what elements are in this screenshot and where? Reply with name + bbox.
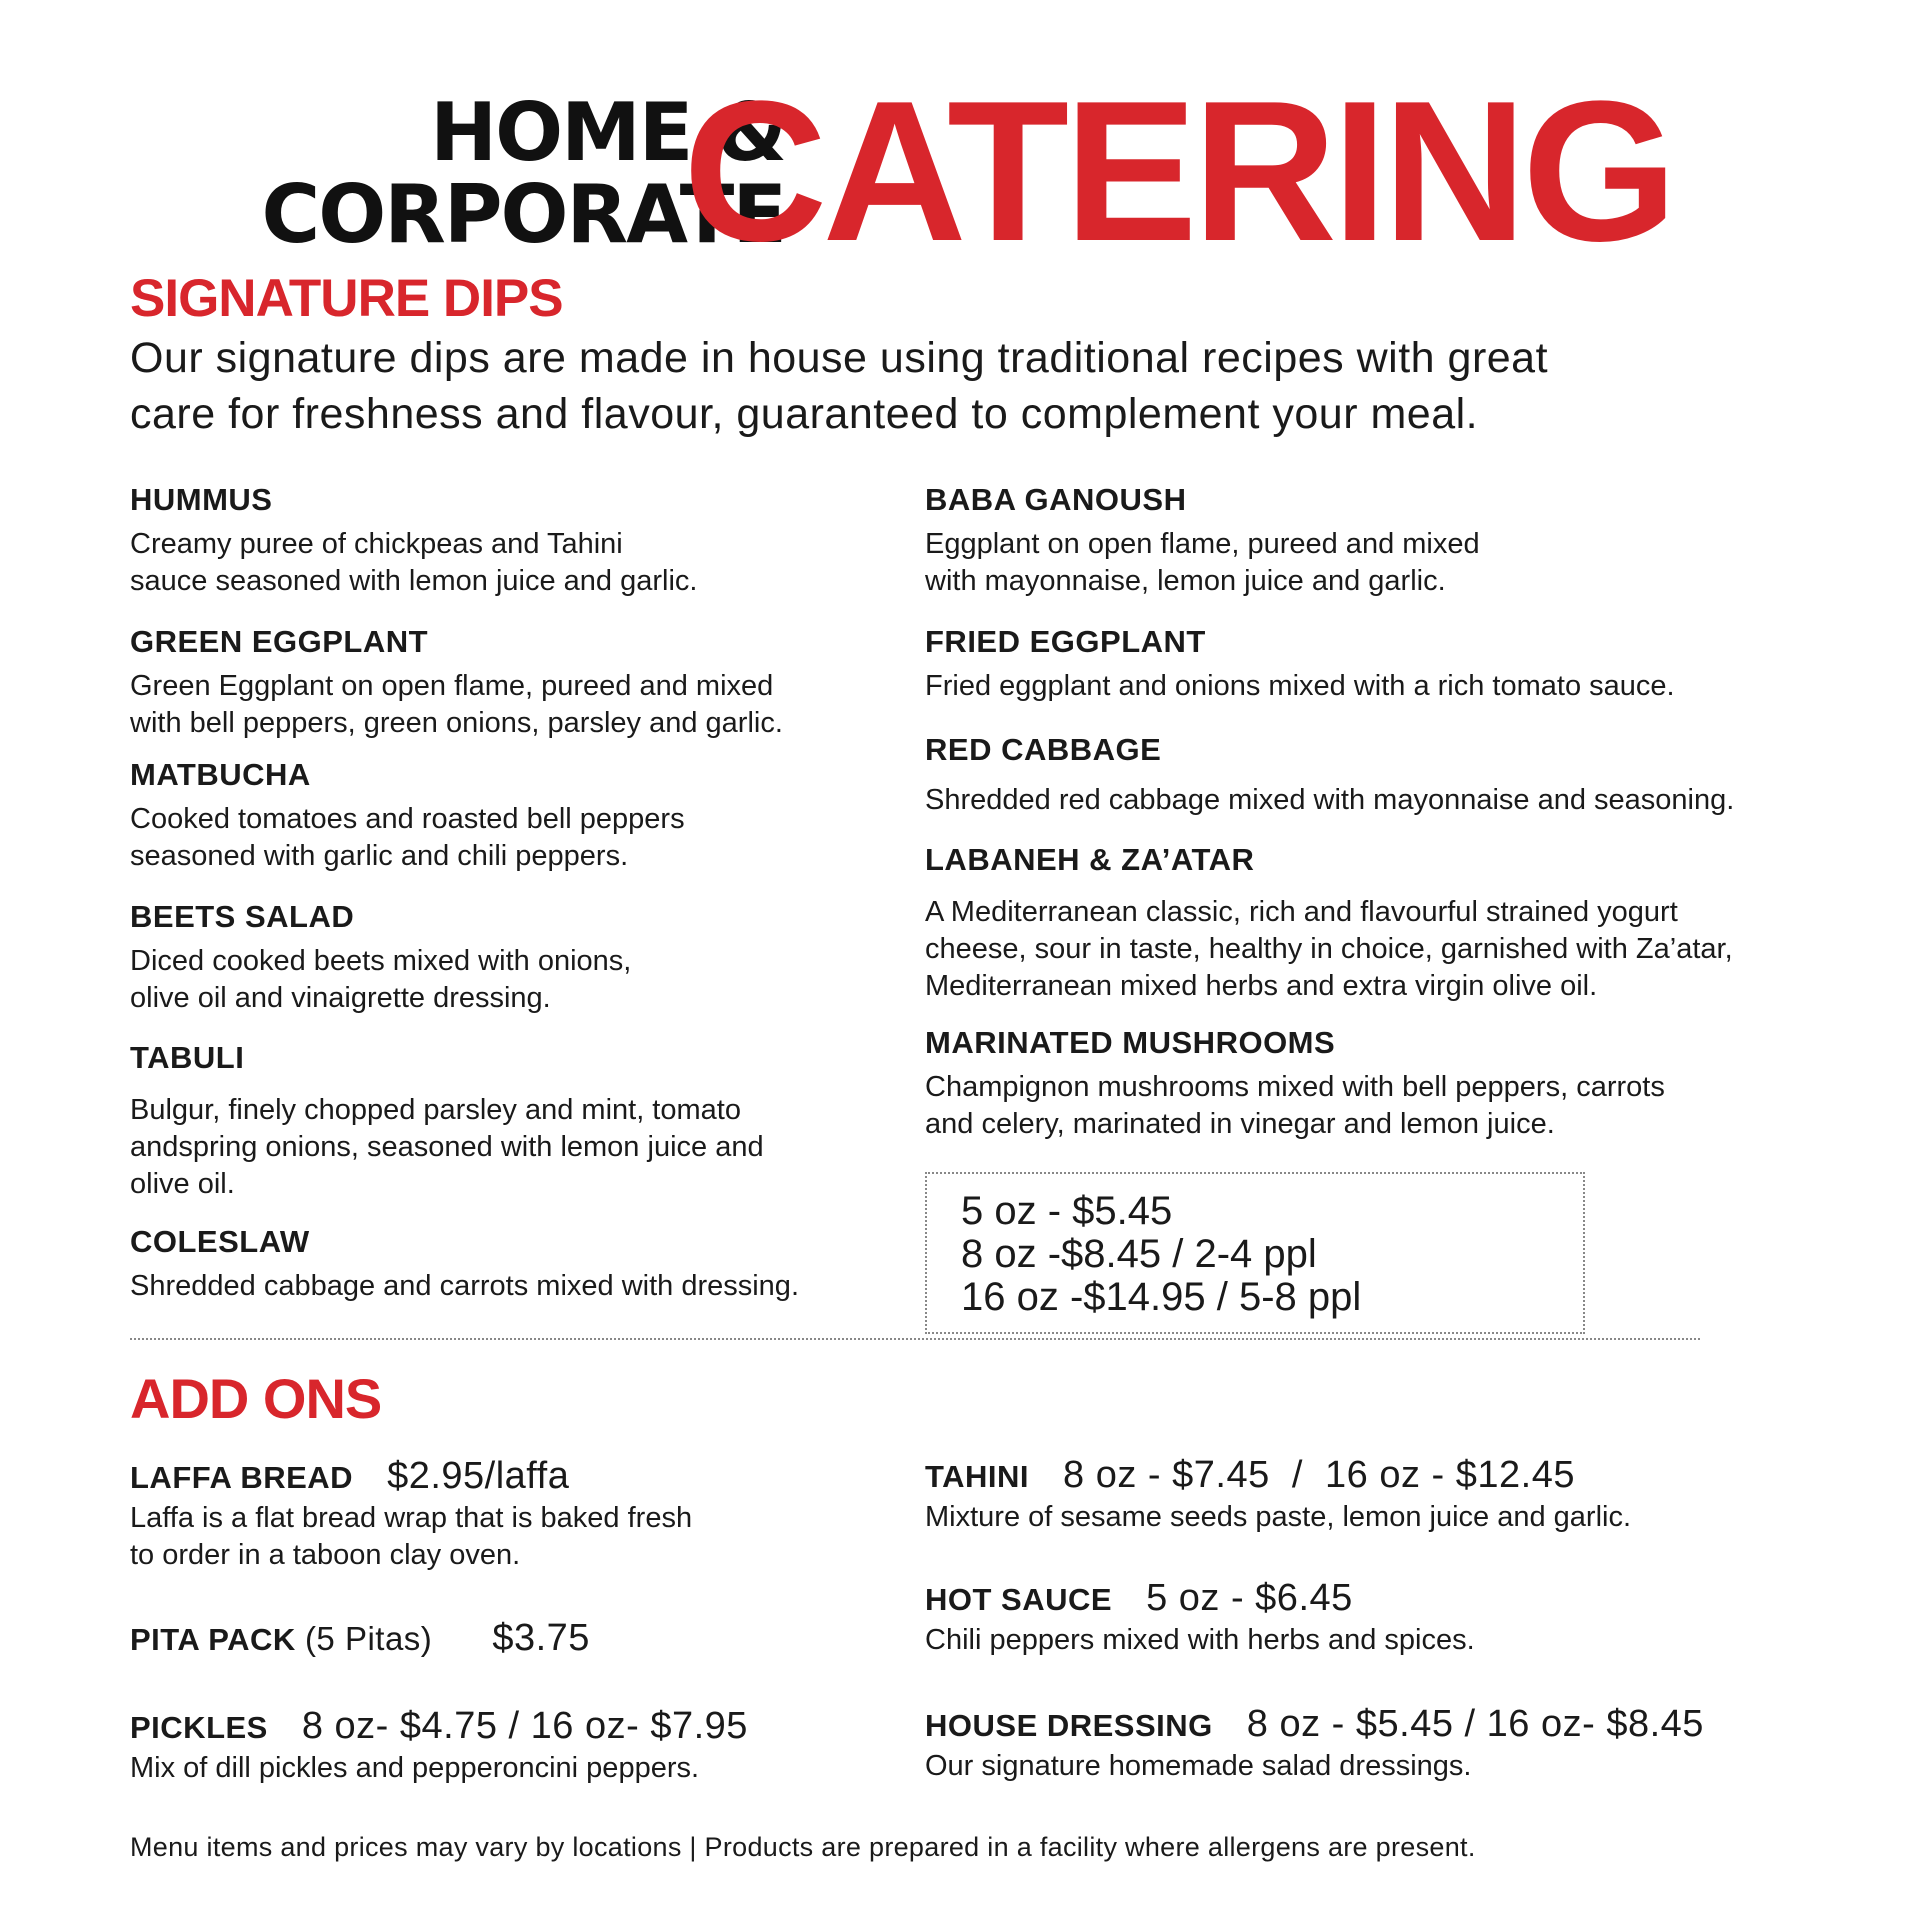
desc-line: Champignon mushrooms mixed with bell peppers, carrots (925, 1071, 1665, 1103)
dip-item-beets-salad (130, 897, 631, 1017)
desc-line: Shredded red cabbage mixed with mayonnaise and seasoning. (925, 784, 1735, 816)
desc-line: sauce seasoned with lemon juice and garlic. (130, 565, 698, 597)
desc-line: to order in a taboon clay oven. (130, 1539, 521, 1571)
addon-name: PITA PACK (130, 1622, 296, 1657)
desc-line: Chili peppers mixed with herbs and spices. (925, 1624, 1475, 1656)
desc-line: seasoned with garlic and chili peppers. (130, 840, 629, 872)
dip-description (130, 801, 685, 875)
addon-price: $3.75 (492, 1617, 590, 1659)
intro-line: care for freshness and flavour, guaranteed to complement your meal. (130, 390, 1479, 438)
desc-line: cheese, sour in taste, healthy in choice, garnished with Za’atar, (925, 933, 1733, 965)
dip-name: MATBUCHA (130, 757, 311, 792)
dip-description (130, 526, 697, 600)
dip-description (130, 1092, 764, 1203)
addon-name-row (925, 1455, 1631, 1497)
addon-price: 8 oz - $5.45 / 16 oz- $8.45 (1246, 1703, 1704, 1745)
addon-item-pickles (130, 1706, 748, 1787)
dip-description (925, 782, 1734, 819)
desc-line: and celery, marinated in vinegar and lemon juice. (925, 1108, 1555, 1140)
dip-name: LABANEH & ZA’ATAR (925, 842, 1255, 877)
addon-description (925, 1748, 1704, 1785)
addon-price: $2.95/laffa (387, 1455, 570, 1497)
price-line: 16 oz -$14.95 / 5-8 ppl (961, 1275, 1362, 1319)
dip-item-fried-eggplant (925, 622, 1675, 705)
dip-item-marinated-mushrooms (925, 1023, 1665, 1143)
addon-name: HOUSE DRESSING (925, 1708, 1213, 1743)
dip-name: FRIED EGGPLANT (925, 624, 1206, 659)
addon-name: TAHINI (925, 1459, 1030, 1494)
desc-line: Our signature homemade salad dressings. (925, 1750, 1472, 1782)
desc-line: with bell peppers, green onions, parsley and garlic. (130, 707, 783, 739)
addon-item-tahini (925, 1455, 1631, 1536)
signature-dips-intro (130, 330, 1730, 442)
dip-name: RED CABBAGE (925, 732, 1162, 767)
desc-line: Creamy puree of chickpeas and Tahini (130, 528, 623, 560)
addon-name-row (130, 1618, 590, 1660)
dip-name: BEETS SALAD (130, 899, 355, 934)
desc-line: Laffa is a flat bread wrap that is baked fresh (130, 1502, 693, 1534)
add-ons-title: ADD ONS (130, 1367, 382, 1430)
dip-item-baba-ganoush (925, 480, 1480, 600)
desc-line: Diced cooked beets mixed with onions, (130, 945, 632, 977)
addon-qualifier: (5 Pitas) (304, 1620, 433, 1657)
catering-title: CATERING (683, 60, 1673, 283)
addon-item-pita-pack (130, 1618, 590, 1660)
dip-description (925, 526, 1480, 600)
addon-description (925, 1622, 1475, 1659)
dip-item-hummus (130, 480, 697, 600)
dip-description (130, 668, 783, 742)
desc-line: Eggplant on open flame, pureed and mixed (925, 528, 1480, 560)
desc-line: Mediterranean mixed herbs and extra virgin olive oil. (925, 970, 1598, 1002)
dip-item-labaneh-zaatar (925, 840, 1733, 1005)
desc-line: with mayonnaise, lemon juice and garlic. (925, 565, 1446, 597)
addon-name-row (925, 1704, 1704, 1746)
addon-description (130, 1750, 748, 1787)
addon-description (925, 1499, 1631, 1536)
intro-line: Our signature dips are made in house using traditional recipes with great (130, 334, 1549, 382)
desc-line: Green Eggplant on open flame, pureed and mixed (130, 670, 774, 702)
section-divider (130, 1338, 1700, 1340)
dip-description (130, 943, 631, 1017)
addon-name-row (130, 1456, 692, 1498)
dip-description (130, 1268, 799, 1305)
desc-line: A Mediterranean classic, rich and flavourful strained yogurt (925, 896, 1678, 928)
desc-line: Bulgur, finely chopped parsley and mint, tomato (130, 1094, 741, 1126)
footer-disclaimer: Menu items and prices may vary by locations | Products are prepared in a facility where allergens are present. (130, 1832, 1476, 1862)
dip-name: COLESLAW (130, 1224, 310, 1259)
dip-name: BABA GANOUSH (925, 482, 1187, 517)
desc-line: olive oil. (130, 1168, 235, 1200)
addon-name-row (925, 1578, 1475, 1620)
addon-description (130, 1500, 692, 1574)
dip-item-red-cabbage (925, 730, 1734, 819)
price-line: 5 oz - $5.45 (961, 1189, 1173, 1233)
dip-description (925, 894, 1733, 1005)
price-line: 8 oz -$8.45 / 2-4 ppl (961, 1232, 1317, 1276)
home-heading-line: HOME & (430, 86, 785, 179)
dip-item-green-eggplant (130, 622, 783, 742)
dip-description (925, 668, 1675, 705)
desc-line: Cooked tomatoes and roasted bell peppers (130, 803, 685, 835)
desc-line: Fried eggplant and onions mixed with a rich tomato sauce. (925, 670, 1675, 702)
addon-price: 8 oz - $7.45 / 16 oz - $12.45 (1063, 1454, 1575, 1496)
addon-price: 5 oz - $6.45 (1146, 1577, 1353, 1619)
dip-name: GREEN EGGPLANT (130, 624, 429, 659)
addon-name: LAFFA BREAD (130, 1460, 354, 1495)
desc-line: olive oil and vinaigrette dressing. (130, 982, 551, 1014)
addon-item-hot-sauce (925, 1578, 1475, 1659)
addon-item-house-dressing (925, 1704, 1704, 1785)
corporate-heading-line: CORPORATE (261, 168, 785, 261)
dip-description (925, 1069, 1665, 1143)
addon-name-row (130, 1706, 748, 1748)
dip-item-tabuli (130, 1038, 764, 1203)
desc-line: andspring onions, seasoned with lemon juice and (130, 1131, 764, 1163)
desc-line: Shredded cabbage and carrots mixed with dressing. (130, 1270, 799, 1302)
dip-item-matbucha (130, 755, 685, 875)
addon-price: 8 oz- $4.75 / 16 oz- $7.95 (301, 1705, 748, 1747)
addon-item-laffa-bread (130, 1456, 692, 1574)
header (128, 60, 1788, 283)
desc-line: Mix of dill pickles and pepperoncini peppers. (130, 1752, 700, 1784)
dip-name: MARINATED MUSHROOMS (925, 1025, 1336, 1060)
dips-price-box (925, 1172, 1585, 1334)
dip-item-coleslaw (130, 1222, 799, 1305)
addon-name: HOT SAUCE (925, 1582, 1113, 1617)
dip-name: TABULI (130, 1040, 245, 1075)
dip-name: HUMMUS (130, 482, 273, 517)
addon-name: PICKLES (130, 1710, 268, 1745)
signature-dips-title: SIGNATURE DIPS (130, 269, 563, 328)
desc-line: Mixture of sesame seeds paste, lemon juice and garlic. (925, 1501, 1632, 1533)
